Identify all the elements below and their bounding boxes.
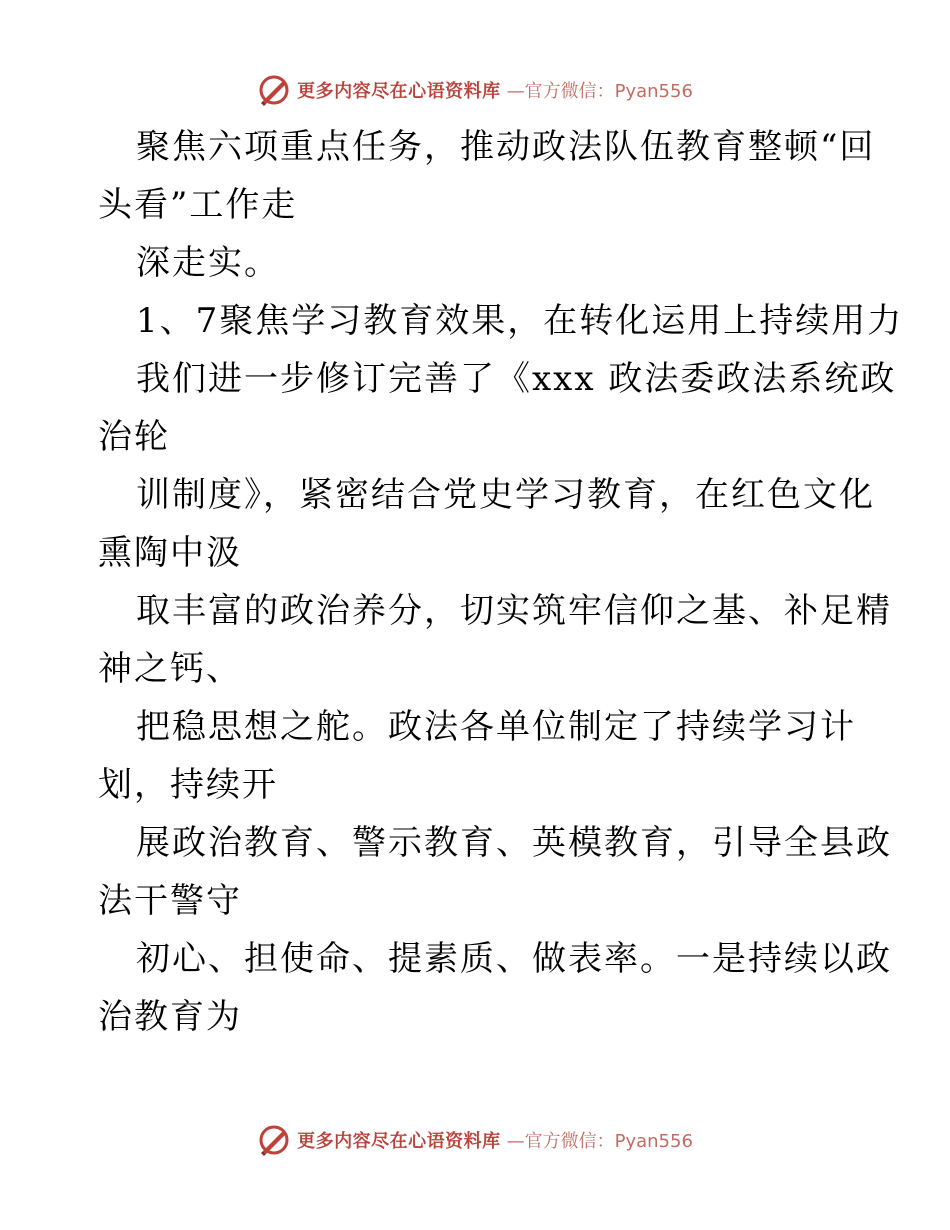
paragraph-line: 训制度》，紧密结合党史学习教育，在红色文化 <box>136 475 875 515</box>
pen-circle-logo-icon <box>257 73 291 107</box>
paragraph-line: 把稳思想之舵。政法各单位制定了持续学习计 <box>136 707 856 747</box>
paragraph-line: 划，持续开 <box>98 765 278 805</box>
paragraph-line: 神之钙、 <box>98 649 242 689</box>
paragraph-line: 治教育为 <box>98 997 242 1037</box>
header-banner-main-text: 更多内容尽在心语资料库 <box>297 81 501 102</box>
paragraph-line: 治轮 <box>98 417 170 457</box>
header-banner-sub-text: —官方微信：Pyan556 <box>506 81 693 102</box>
paragraph-line: 头看”工作走 <box>98 185 298 225</box>
footer-banner-main-text: 更多内容尽在心语资料库 <box>297 1131 501 1152</box>
paragraph-line: 熏陶中汲 <box>98 533 242 573</box>
footer-banner <box>0 1120 950 1160</box>
paragraph-line: 我们进一步修订完善了《xxx 政法委政法系统政 <box>136 359 897 399</box>
paragraph-line: 聚焦六项重点任务，推动政法队伍教育整顿“回 <box>136 127 876 167</box>
paragraph-line: 展政治教育、警示教育、英模教育，引导全县政 <box>136 823 892 863</box>
paragraph-line: 初心、担使命、提素质、做表率。一是持续以政 <box>136 939 892 979</box>
footer-banner-sub-text: —官方微信：Pyan556 <box>506 1131 693 1152</box>
body-text <box>98 118 904 1046</box>
paragraph-line: 深走实。 <box>136 243 280 283</box>
paragraph-line: 法干警守 <box>98 881 242 921</box>
paragraph-line: 1、7聚焦学习教育效果，在转化运用上持续用力 <box>136 301 904 341</box>
paragraph-line: 取丰富的政治养分，切实筑牢信仰之基、补足精 <box>136 591 892 631</box>
pen-circle-logo-icon <box>257 1123 291 1157</box>
header-banner <box>0 70 950 110</box>
